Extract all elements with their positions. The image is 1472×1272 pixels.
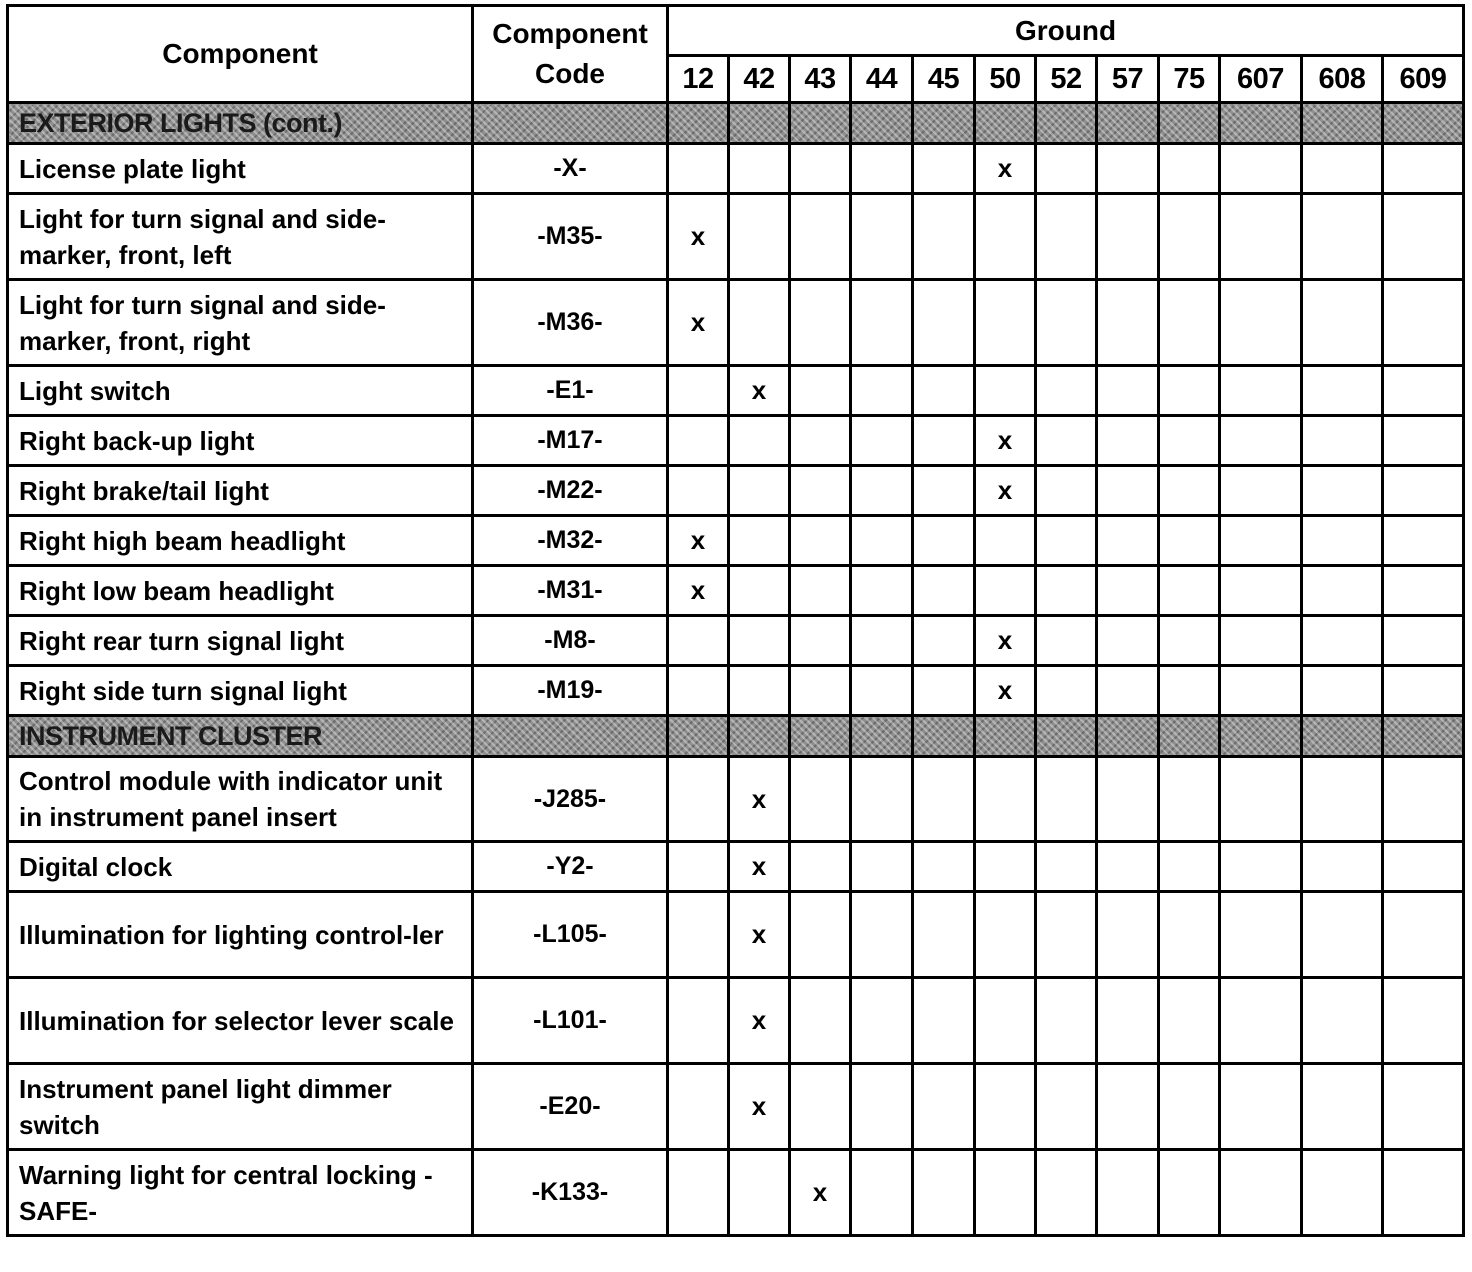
- ground-mark-cell: [1159, 616, 1220, 666]
- ground-column-header: 52: [1036, 56, 1097, 103]
- section-shaded-cell: [1220, 103, 1302, 144]
- ground-mark-cell: [1302, 516, 1383, 566]
- component-name: Instrument panel light dimmer switch: [8, 1064, 473, 1150]
- section-shaded-cell: [473, 103, 668, 144]
- ground-mark-cell: [1220, 416, 1302, 466]
- section-shaded-cell: [851, 103, 913, 144]
- ground-mark-cell: [1036, 416, 1097, 466]
- code-header-line2: Code: [535, 58, 605, 89]
- ground-mark-cell: [851, 1064, 913, 1150]
- ground-mark-cell: [913, 978, 975, 1064]
- section-title: EXTERIOR LIGHTS (cont.): [8, 103, 473, 144]
- ground-mark-cell: [913, 757, 975, 842]
- ground-mark-cell: [790, 144, 851, 194]
- section-shaded-cell: [913, 103, 975, 144]
- component-code: -M35-: [473, 194, 668, 280]
- ground-mark-cell: [729, 144, 790, 194]
- ground-mark-cell: [1302, 566, 1383, 616]
- ground-mark-cell: [1036, 566, 1097, 616]
- ground-mark-cell: [1097, 616, 1159, 666]
- ground-mark-cell: [851, 566, 913, 616]
- ground-mark-cell: [1159, 1064, 1220, 1150]
- ground-mark-cell: [913, 144, 975, 194]
- ground-mark-cell: [1220, 1064, 1302, 1150]
- section-shaded-cell: [975, 103, 1036, 144]
- ground-mark-cell: [1036, 466, 1097, 516]
- ground-mark-cell: x: [975, 416, 1036, 466]
- ground-mark-cell: [668, 416, 729, 466]
- ground-mark-cell: [1036, 1150, 1097, 1236]
- ground-mark-cell: [1383, 516, 1464, 566]
- ground-column-header: 44: [851, 56, 913, 103]
- section-shaded-cell: [790, 716, 851, 757]
- ground-mark-cell: [851, 280, 913, 366]
- ground-mark-cell: [1383, 757, 1464, 842]
- ground-mark-cell: [1159, 194, 1220, 280]
- ground-mark-cell: [1383, 978, 1464, 1064]
- ground-mark-cell: x: [729, 842, 790, 892]
- ground-mark-cell: x: [790, 1150, 851, 1236]
- component-code: -J285-: [473, 757, 668, 842]
- ground-mark-cell: [790, 416, 851, 466]
- ground-mark-cell: x: [729, 978, 790, 1064]
- ground-mark-cell: [913, 516, 975, 566]
- ground-mark-cell: [1302, 366, 1383, 416]
- ground-mark-cell: [1036, 616, 1097, 666]
- ground-table: [6, 4, 1465, 1237]
- table-row: [8, 757, 1464, 842]
- ground-mark-cell: [1302, 416, 1383, 466]
- ground-mark-cell: [851, 466, 913, 516]
- component-code: -M17-: [473, 416, 668, 466]
- ground-mark-cell: [913, 280, 975, 366]
- ground-mark-cell: [1036, 978, 1097, 1064]
- ground-mark-cell: [1383, 1064, 1464, 1150]
- ground-mark-cell: [790, 892, 851, 978]
- ground-mark-cell: [729, 666, 790, 716]
- ground-mark-cell: [851, 416, 913, 466]
- ground-mark-cell: [729, 194, 790, 280]
- section-header-row: [8, 103, 1464, 144]
- ground-mark-cell: [1036, 1064, 1097, 1150]
- section-shaded-cell: [1036, 716, 1097, 757]
- table-row: [8, 194, 1464, 280]
- ground-mark-cell: [851, 666, 913, 716]
- ground-mark-cell: [851, 978, 913, 1064]
- table-row: [8, 466, 1464, 516]
- table-row: [8, 666, 1464, 716]
- ground-mark-cell: [975, 892, 1036, 978]
- table-row: [8, 892, 1464, 978]
- ground-mark-cell: [975, 366, 1036, 416]
- ground-mark-cell: [851, 194, 913, 280]
- ground-mark-cell: [1159, 280, 1220, 366]
- ground-mark-cell: [790, 757, 851, 842]
- ground-mark-cell: [975, 566, 1036, 616]
- ground-mark-cell: x: [975, 466, 1036, 516]
- ground-mark-cell: [1097, 842, 1159, 892]
- component-name: Right high beam headlight: [8, 516, 473, 566]
- ground-mark-cell: [1159, 566, 1220, 616]
- ground-mark-cell: [913, 194, 975, 280]
- component-name: Illumination for selector lever scale: [8, 978, 473, 1064]
- ground-column-header: 42: [729, 56, 790, 103]
- table-row: [8, 616, 1464, 666]
- ground-mark-cell: [1302, 1064, 1383, 1150]
- ground-column-header: 43: [790, 56, 851, 103]
- table-row: [8, 280, 1464, 366]
- ground-mark-cell: [1383, 280, 1464, 366]
- ground-mark-cell: [851, 1150, 913, 1236]
- ground-column-header: 12: [668, 56, 729, 103]
- ground-mark-cell: [1097, 1150, 1159, 1236]
- ground-mark-cell: [1159, 416, 1220, 466]
- section-shaded-cell: [1097, 716, 1159, 757]
- ground-mark-cell: [851, 757, 913, 842]
- ground-mark-cell: [913, 616, 975, 666]
- ground-mark-cell: [668, 366, 729, 416]
- section-shaded-cell: [1302, 103, 1383, 144]
- table-row: [8, 1150, 1464, 1236]
- section-shaded-cell: [1159, 716, 1220, 757]
- ground-mark-cell: [1383, 666, 1464, 716]
- ground-mark-cell: x: [668, 194, 729, 280]
- ground-mark-cell: [1220, 194, 1302, 280]
- component-code: -M22-: [473, 466, 668, 516]
- ground-mark-cell: x: [729, 892, 790, 978]
- ground-mark-cell: [1220, 978, 1302, 1064]
- ground-mark-cell: [1220, 466, 1302, 516]
- ground-mark-cell: [1097, 280, 1159, 366]
- ground-mark-cell: [1097, 978, 1159, 1064]
- ground-mark-cell: [668, 466, 729, 516]
- ground-mark-cell: [668, 978, 729, 1064]
- table-row: [8, 842, 1464, 892]
- component-name: Illumination for lighting control-ler: [8, 892, 473, 978]
- ground-mark-cell: [1097, 1064, 1159, 1150]
- component-name: Light switch: [8, 366, 473, 416]
- ground-mark-cell: x: [668, 280, 729, 366]
- component-code: -E20-: [473, 1064, 668, 1150]
- ground-mark-cell: x: [975, 666, 1036, 716]
- ground-mark-cell: [668, 1150, 729, 1236]
- ground-mark-cell: [1036, 366, 1097, 416]
- ground-mark-cell: [1097, 566, 1159, 616]
- component-code: -L105-: [473, 892, 668, 978]
- ground-mark-cell: [1220, 616, 1302, 666]
- ground-mark-cell: [668, 144, 729, 194]
- ground-mark-cell: [668, 616, 729, 666]
- ground-mark-cell: [1097, 194, 1159, 280]
- ground-mark-cell: [790, 194, 851, 280]
- section-header-row: [8, 716, 1464, 757]
- ground-mark-cell: [1159, 978, 1220, 1064]
- ground-mark-cell: [1220, 280, 1302, 366]
- ground-mark-cell: [1220, 666, 1302, 716]
- component-code: -L101-: [473, 978, 668, 1064]
- section-shaded-cell: [790, 103, 851, 144]
- ground-mark-cell: x: [668, 566, 729, 616]
- ground-mark-cell: [1220, 516, 1302, 566]
- component-name: Right low beam headlight: [8, 566, 473, 616]
- ground-column-header: 75: [1159, 56, 1220, 103]
- section-shaded-cell: [1036, 103, 1097, 144]
- ground-column-header: 607: [1220, 56, 1302, 103]
- section-shaded-cell: [1383, 716, 1464, 757]
- ground-mark-cell: [729, 616, 790, 666]
- ground-mark-cell: [729, 516, 790, 566]
- section-shaded-cell: [668, 716, 729, 757]
- ground-mark-cell: [913, 666, 975, 716]
- ground-mark-cell: [913, 466, 975, 516]
- ground-mark-cell: [1220, 842, 1302, 892]
- ground-mark-cell: [1302, 757, 1383, 842]
- ground-mark-cell: [1220, 566, 1302, 616]
- ground-mark-cell: [1036, 666, 1097, 716]
- ground-mark-cell: [1036, 842, 1097, 892]
- ground-mark-cell: [1159, 144, 1220, 194]
- ground-mark-cell: [913, 892, 975, 978]
- ground-mark-cell: [1302, 1150, 1383, 1236]
- ground-mark-cell: [975, 1150, 1036, 1236]
- ground-mark-cell: [913, 1150, 975, 1236]
- ground-mark-cell: [1159, 892, 1220, 978]
- component-code: -M19-: [473, 666, 668, 716]
- ground-mark-cell: [1159, 516, 1220, 566]
- ground-column-header: 45: [913, 56, 975, 103]
- ground-mark-cell: x: [729, 757, 790, 842]
- ground-mark-cell: [1220, 366, 1302, 416]
- ground-mark-cell: [1097, 366, 1159, 416]
- ground-mark-cell: [1383, 416, 1464, 466]
- component-code: -E1-: [473, 366, 668, 416]
- section-shaded-cell: [913, 716, 975, 757]
- ground-mark-cell: [1302, 616, 1383, 666]
- component-code-column-header: [473, 6, 668, 103]
- ground-mark-cell: [1036, 516, 1097, 566]
- ground-mark-cell: [1159, 666, 1220, 716]
- ground-mark-cell: [790, 978, 851, 1064]
- section-shaded-cell: [668, 103, 729, 144]
- section-shaded-cell: [729, 716, 790, 757]
- ground-mark-cell: [790, 366, 851, 416]
- component-code: -K133-: [473, 1150, 668, 1236]
- component-code: -M32-: [473, 516, 668, 566]
- ground-mark-cell: [1159, 842, 1220, 892]
- ground-mark-cell: [1220, 144, 1302, 194]
- table-row: [8, 366, 1464, 416]
- ground-mark-cell: [1383, 892, 1464, 978]
- code-header-line1: Component: [492, 18, 648, 49]
- ground-mark-cell: [913, 366, 975, 416]
- ground-mark-cell: [1302, 842, 1383, 892]
- component-code: -X-: [473, 144, 668, 194]
- component-name: License plate light: [8, 144, 473, 194]
- ground-mark-cell: [668, 892, 729, 978]
- ground-mark-cell: [1036, 280, 1097, 366]
- component-column-header: Component: [8, 6, 473, 103]
- component-code: -M31-: [473, 566, 668, 616]
- ground-mark-cell: [975, 978, 1036, 1064]
- ground-mark-cell: [1220, 892, 1302, 978]
- ground-mark-cell: [790, 616, 851, 666]
- ground-mark-cell: [790, 516, 851, 566]
- ground-column-header: 608: [1302, 56, 1383, 103]
- ground-mark-cell: [851, 842, 913, 892]
- section-shaded-cell: [1302, 716, 1383, 757]
- ground-mark-cell: [975, 194, 1036, 280]
- section-shaded-cell: [1383, 103, 1464, 144]
- ground-mark-cell: [1383, 144, 1464, 194]
- component-name: Light for turn signal and side-marker, front, left: [8, 194, 473, 280]
- ground-mark-cell: [1383, 616, 1464, 666]
- ground-mark-cell: [1383, 566, 1464, 616]
- component-code: -Y2-: [473, 842, 668, 892]
- ground-mark-cell: [668, 757, 729, 842]
- ground-mark-cell: [790, 666, 851, 716]
- ground-mark-cell: [913, 1064, 975, 1150]
- ground-mark-cell: x: [729, 366, 790, 416]
- ground-mark-cell: [1302, 978, 1383, 1064]
- component-name: Warning light for central locking -SAFE-: [8, 1150, 473, 1236]
- ground-column-header: 609: [1383, 56, 1464, 103]
- section-shaded-cell: [1159, 103, 1220, 144]
- ground-mark-cell: [1302, 666, 1383, 716]
- ground-mark-cell: [851, 516, 913, 566]
- ground-mark-cell: [790, 280, 851, 366]
- page: [6, 4, 1465, 1237]
- ground-mark-cell: [1036, 194, 1097, 280]
- ground-mark-cell: [1383, 366, 1464, 416]
- component-name: Digital clock: [8, 842, 473, 892]
- table-row: [8, 978, 1464, 1064]
- section-shaded-cell: [473, 716, 668, 757]
- ground-mark-cell: x: [975, 144, 1036, 194]
- ground-mark-cell: [913, 416, 975, 466]
- ground-mark-cell: [913, 566, 975, 616]
- ground-mark-cell: [1036, 757, 1097, 842]
- ground-mark-cell: [729, 466, 790, 516]
- ground-mark-cell: [1097, 757, 1159, 842]
- ground-mark-cell: [729, 1150, 790, 1236]
- component-code: -M36-: [473, 280, 668, 366]
- ground-mark-cell: [1220, 1150, 1302, 1236]
- ground-mark-cell: [1383, 842, 1464, 892]
- table-row: [8, 416, 1464, 466]
- table-row: [8, 516, 1464, 566]
- ground-mark-cell: [790, 842, 851, 892]
- ground-mark-cell: [790, 466, 851, 516]
- ground-mark-cell: [1383, 1150, 1464, 1236]
- section-shaded-cell: [1220, 716, 1302, 757]
- ground-mark-cell: [1097, 466, 1159, 516]
- ground-mark-cell: [1097, 144, 1159, 194]
- section-title: INSTRUMENT CLUSTER: [8, 716, 473, 757]
- ground-column-header: 50: [975, 56, 1036, 103]
- ground-mark-cell: [1302, 280, 1383, 366]
- ground-mark-cell: [975, 516, 1036, 566]
- ground-mark-cell: [975, 280, 1036, 366]
- table-row: [8, 144, 1464, 194]
- ground-mark-cell: [851, 616, 913, 666]
- component-name: Control module with indicator unit in instrument panel insert: [8, 757, 473, 842]
- ground-mark-cell: [729, 566, 790, 616]
- component-name: Right brake/tail light: [8, 466, 473, 516]
- ground-mark-cell: [790, 566, 851, 616]
- ground-mark-cell: [975, 757, 1036, 842]
- section-shaded-cell: [975, 716, 1036, 757]
- ground-mark-cell: [1159, 1150, 1220, 1236]
- ground-mark-cell: [668, 842, 729, 892]
- ground-mark-cell: [1097, 892, 1159, 978]
- component-name: Right rear turn signal light: [8, 616, 473, 666]
- ground-mark-cell: [1097, 666, 1159, 716]
- ground-mark-cell: [1159, 366, 1220, 416]
- ground-mark-cell: [1220, 757, 1302, 842]
- ground-mark-cell: [1159, 757, 1220, 842]
- ground-mark-cell: [1036, 144, 1097, 194]
- ground-mark-cell: x: [668, 516, 729, 566]
- component-name: Right back-up light: [8, 416, 473, 466]
- section-shaded-cell: [1097, 103, 1159, 144]
- ground-mark-cell: [851, 366, 913, 416]
- ground-mark-cell: [851, 892, 913, 978]
- ground-mark-cell: [668, 666, 729, 716]
- ground-header: Ground: [668, 6, 1464, 56]
- ground-mark-cell: x: [975, 616, 1036, 666]
- ground-mark-cell: [1302, 144, 1383, 194]
- ground-mark-cell: [975, 842, 1036, 892]
- ground-mark-cell: [851, 144, 913, 194]
- ground-mark-cell: [913, 842, 975, 892]
- ground-mark-cell: [1383, 466, 1464, 516]
- ground-mark-cell: [1383, 194, 1464, 280]
- component-code: -M8-: [473, 616, 668, 666]
- component-name: Right side turn signal light: [8, 666, 473, 716]
- ground-mark-cell: [1036, 892, 1097, 978]
- ground-mark-cell: [1159, 466, 1220, 516]
- ground-mark-cell: x: [729, 1064, 790, 1150]
- ground-mark-cell: [1097, 516, 1159, 566]
- ground-mark-cell: [1302, 194, 1383, 280]
- component-name: Light for turn signal and side-marker, front, right: [8, 280, 473, 366]
- table-row: [8, 1064, 1464, 1150]
- ground-mark-cell: [1302, 892, 1383, 978]
- ground-mark-cell: [975, 1064, 1036, 1150]
- ground-mark-cell: [1097, 416, 1159, 466]
- section-shaded-cell: [729, 103, 790, 144]
- ground-mark-cell: [729, 416, 790, 466]
- ground-column-header: 57: [1097, 56, 1159, 103]
- table-row: [8, 566, 1464, 616]
- ground-mark-cell: [1302, 466, 1383, 516]
- ground-mark-cell: [668, 1064, 729, 1150]
- ground-mark-cell: [729, 280, 790, 366]
- ground-mark-cell: [790, 1064, 851, 1150]
- section-shaded-cell: [851, 716, 913, 757]
